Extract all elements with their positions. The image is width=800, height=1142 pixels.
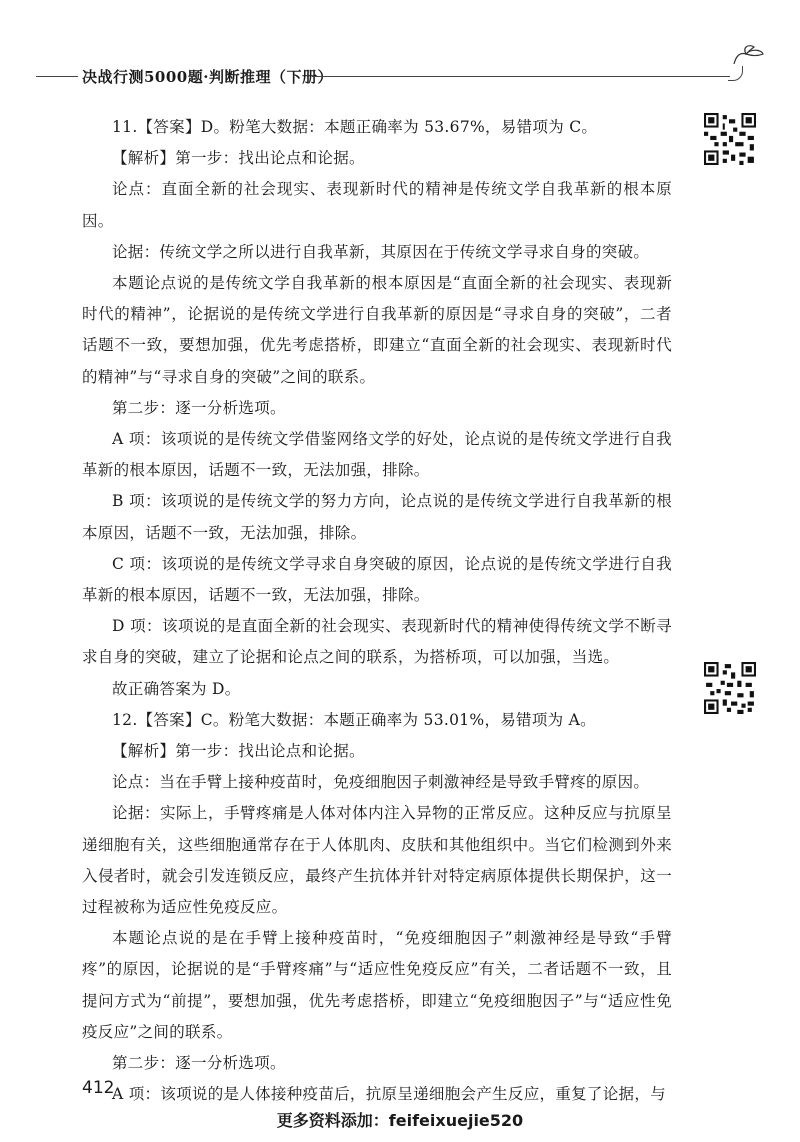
page-number: 412 [82, 1078, 115, 1098]
answer-line-11: 11.【答案】D。粉笔大数据：本题正确率为 53.67%，易错项为 C。 [112, 118, 598, 136]
explanation-12: 本题论点说的是在手臂上接种疫苗时，“免疫细胞因子”刺激神经是导致“手臂疼”的原因，论据说的是“手臂疼痛”与“适应性免疫反应”有关，二者话题不一致，且提问方式为“前提”，要想加强，优先考虑搭桥，即建立“免疫细胞因子”与“适应性免疫反应”之间的联系。 [82, 929, 672, 1041]
claim-11: 论点：直面全新的社会现实、表现新时代的精神是传统文学自我革新的根本原因。 [82, 180, 672, 230]
conclusion-11: 故正确答案为 D。 [112, 679, 241, 698]
option-d-11: D 项：该项说的是直面全新的社会现实、表现新时代的精神使得传统文学不断寻求自身的突破，建立了论据和论点之间的联系，为搭桥项，可以加强，当选。 [82, 617, 672, 667]
qr-code-icon [704, 662, 756, 714]
header-rule-hook [728, 66, 743, 81]
option-a-11: A 项：该项说的是传统文学借鉴网络文学的好处，论点说的是传统文学进行自我革新的根本原因，话题不一致，无法加强，排除。 [82, 430, 672, 480]
header-rule-left [36, 76, 78, 77]
claim-12: 论点：当在手臂上接种疫苗时，免疫细胞因子刺激神经是导致手臂疼的原因。 [112, 773, 650, 792]
option-b-11: B 项：该项说的是传统文学的努力方向，论点说的是传统文学进行自我革新的根本原因，话题不一致，无法加强，排除。 [82, 492, 672, 542]
option-c-11: C 项：该项说的是传统文学寻求自身突破的原因，论点说的是传统文学进行自我革新的根本原因，话题不一致，无法加强，排除。 [82, 554, 672, 605]
evidence-11: 论据：传统文学之所以进行自我革新，其原因在于传统文学寻求自身的突破。 [112, 242, 650, 261]
analysis-step2-11: 第二步：逐一分析选项。 [112, 398, 286, 417]
evidence-12: 论据：实际上，手臂疼痛是人体对体内注入异物的正常反应。这种反应与抗原呈递细胞有关，这些细胞通常存在于人体肌肉、皮肤和其他组织中。当它们检测到外来入侵者时，就会引发连锁反应，最终产生抗体并针对特定病原体提供长期保护，这一过程被称为适应性免疫反应。 [82, 804, 672, 917]
analysis-step2-12: 第二步：逐一分析选项。 [112, 1054, 286, 1073]
analysis-step1-11: 【解析】第一步：找出论点和论据。 [112, 149, 365, 168]
option-a-12: A 项：该项说的是人体接种疫苗后，抗原呈递细胞会产生反应，重复了论据，与 [112, 1085, 666, 1104]
explanation-11: 本题论点说的是传统文学自我革新的根本原因是“直面全新的社会现实、表现新时代的精神”，论据说的是传统文学进行自我革新的原因是“寻求自身的突破”，二者话题不一致，要想加强，优先考虑搭桥，即建立“直面全新的社会现实、表现新时代的精神”与“寻求自身的突破”之间的联系。 [82, 274, 672, 386]
qr-code-icon [704, 113, 756, 165]
running-header [0, 58, 800, 94]
leaf-icon [730, 44, 766, 66]
header-rule-right [312, 76, 730, 77]
answer-line-12: 12.【答案】C。粉笔大数据：本题正确率为 53.01%，易错项为 A。 [112, 710, 596, 729]
analysis-step1-12: 【解析】第一步：找出论点和论据。 [112, 742, 365, 761]
book-title: 决战行测5000题·判断推理（下册） [82, 68, 333, 86]
footer-note: 更多资料添加：feifeixuejie520 [276, 1111, 524, 1130]
page-body [82, 112, 672, 1111]
